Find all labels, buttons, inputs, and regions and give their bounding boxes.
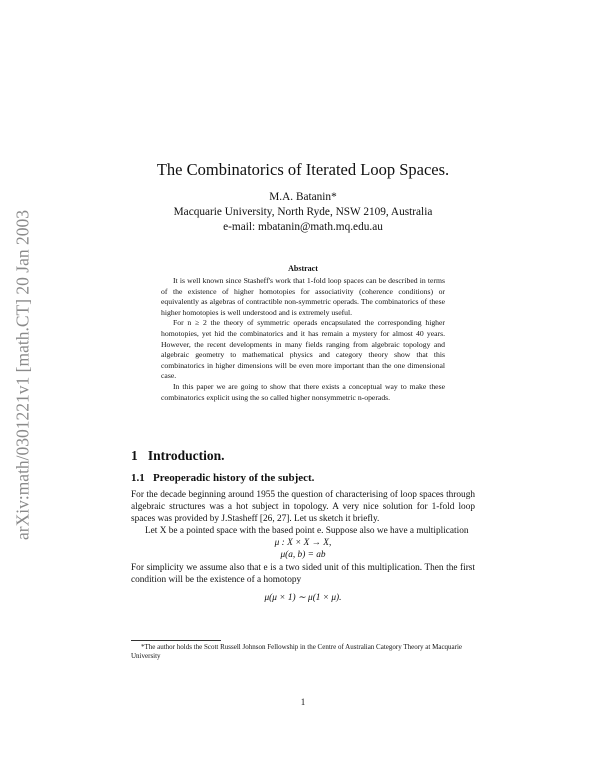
paragraph: For the decade beginning around 1955 the question of characterising of loop spaces through algebraic structures was a hot subject in topology. A very nice solution for 1-fold loop spaces was provided by J.Stasheff [26, 27]. Let us sketch it briefly. bbox=[131, 490, 475, 525]
footnote-rule bbox=[131, 640, 221, 641]
arxiv-stamp bbox=[10, 155, 36, 595]
abstract-heading: Abstract bbox=[288, 264, 318, 273]
arxiv-stamp-text: arXiv:math/0301221v1 [math.CT] 20 Jan 2003 bbox=[12, 209, 33, 541]
affiliation: Macquarie University, North Ryde, NSW 2109, Australia bbox=[173, 206, 433, 218]
paper-title: The Combinatorics of Iterated Loop Spaces. bbox=[156, 160, 450, 179]
subsection-title: Preoperadic history of the subject. bbox=[153, 472, 315, 484]
equation: μ : X × X → X, bbox=[274, 538, 332, 549]
section-number: 1 bbox=[131, 448, 138, 463]
equation: μ(a, b) = ab bbox=[280, 550, 326, 561]
section-title: Introduction. bbox=[147, 448, 225, 463]
abstract-paragraph: For n ≥ 2 the theory of symmetric operads encapsulated the corresponding higher homotopies, yet hid the combinatorics and it has remain a mystery for almost 40 years. However, the recent developments in many fields ranging from algebraic topology and algebraic geometry to mathematical physics and category theory show that this combinatorics in higher dimensions will be even more important than the one dimensional case. bbox=[161, 318, 445, 381]
section-heading bbox=[131, 448, 225, 464]
abstract-paragraph: It is well known since Stasheff's work that 1-fold loop spaces can be described in terms of the existence of higher homotopies for associativity (coherence conditions) or equivalently as algebras of contractible non-symmetric operads. The combinatorics of these higher homotopies is well understood and is extremely useful. bbox=[161, 276, 445, 317]
subsection-number: 1.1 bbox=[131, 472, 145, 484]
paragraph: Let X be a pointed space with the based point e. Suppose also we have a multiplication bbox=[145, 526, 469, 537]
footnote: *The author holds the Scott Russell Johnson Fellowship in the Centre of Australian Category Theory at Macquarie University bbox=[131, 643, 463, 661]
abstract bbox=[161, 276, 445, 403]
abstract-paragraph: In this paper we are going to show that there exists a conceptual way to make these combinatorics explicit using the so called higher nonsymmetric n-operads. bbox=[161, 381, 445, 402]
paragraph: For simplicity we assume also that e is a two sided unit of this multiplication. Then the first condition will be the existence of a homotopy bbox=[131, 562, 475, 585]
subsection-heading bbox=[131, 472, 314, 484]
author: M.A. Batanin* bbox=[269, 191, 337, 203]
page-number: 1 bbox=[300, 697, 306, 707]
equation: μ(μ × 1) ∼ μ(1 × μ). bbox=[264, 592, 342, 603]
body-text bbox=[131, 489, 475, 604]
email: e-mail: mbatanin@math.mq.edu.au bbox=[223, 221, 383, 233]
